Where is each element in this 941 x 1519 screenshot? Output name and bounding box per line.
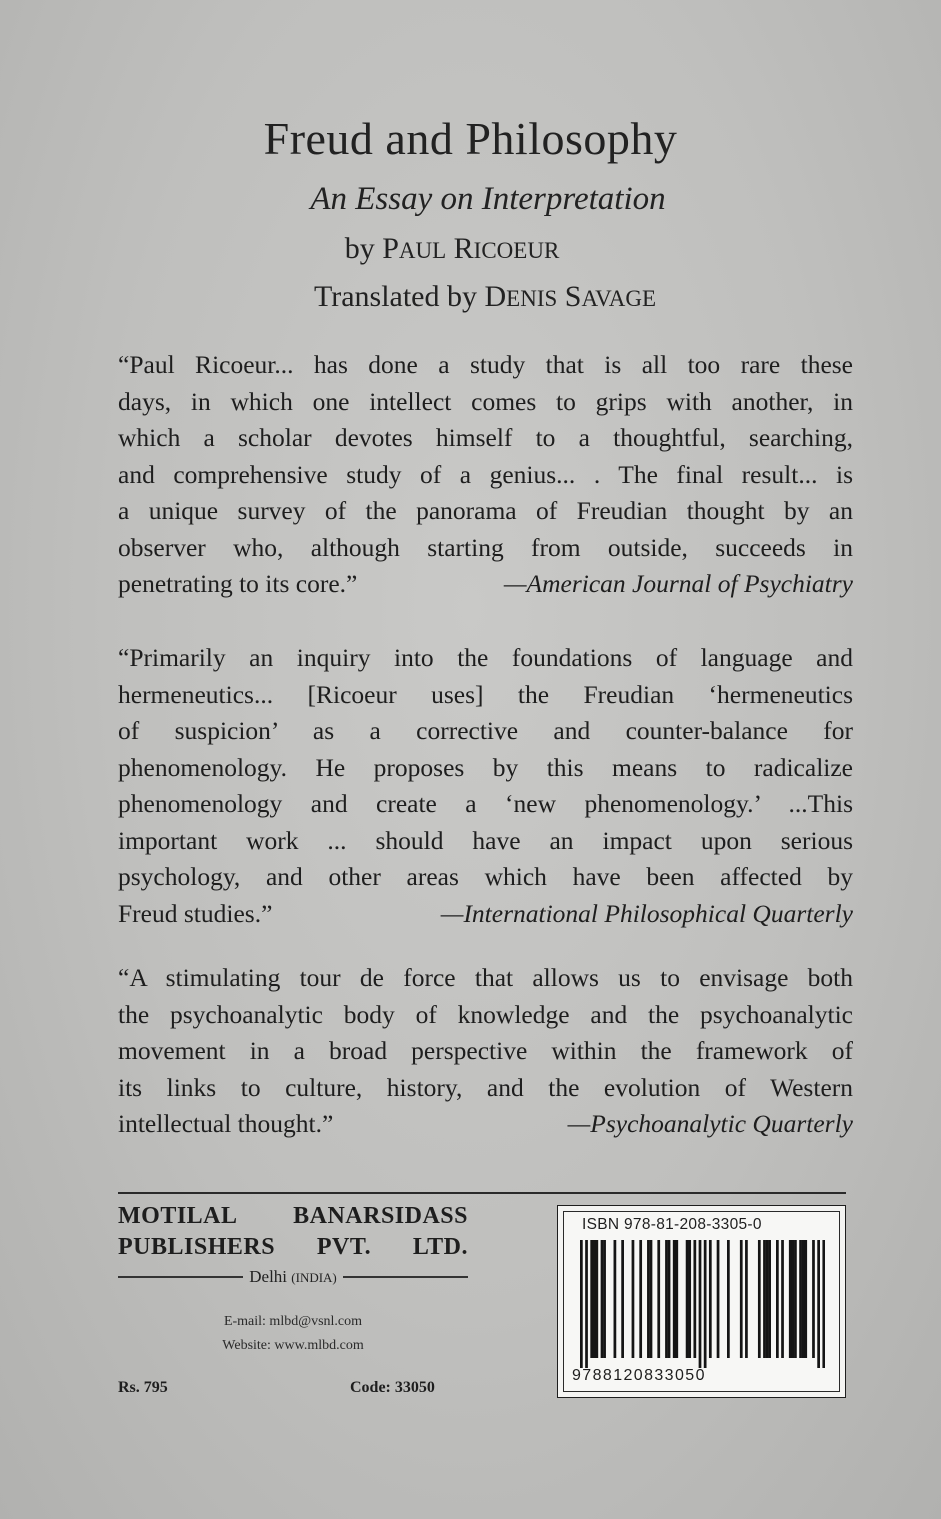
quote-line: and comprehensive study of a genius... . The final result... is bbox=[118, 459, 853, 489]
barcode-bar bbox=[665, 1240, 668, 1358]
publisher-word: PVT. bbox=[316, 1234, 372, 1260]
barcode-bar bbox=[812, 1240, 815, 1358]
quote-line: psychology, and other areas which have been affected by bbox=[118, 862, 853, 891]
barcode-bar bbox=[603, 1240, 606, 1358]
barcode-bar bbox=[740, 1240, 743, 1358]
translated-by-label: Translated by bbox=[313, 280, 477, 313]
author-byline bbox=[0, 232, 904, 266]
barcode-bar bbox=[804, 1240, 807, 1358]
quote-line-text: Freud studies.” bbox=[118, 898, 273, 928]
quote-line: its links to culture, history, and the evolution of Western bbox=[118, 1072, 853, 1102]
barcode-bar bbox=[709, 1240, 712, 1358]
by-word: by bbox=[344, 232, 375, 265]
quote-last-line bbox=[118, 1106, 853, 1143]
city-label: Delhi (INDIA) bbox=[249, 1267, 337, 1286]
barcode-bar bbox=[650, 1240, 653, 1358]
barcode-bar bbox=[781, 1240, 784, 1358]
publisher-name-line-2 bbox=[118, 1234, 468, 1261]
quote-last-line bbox=[118, 566, 853, 603]
quote-line: observer who, although starting from outside, succeeds in bbox=[118, 532, 853, 562]
barcode-inner-frame bbox=[563, 1211, 840, 1392]
city-dash-right bbox=[343, 1276, 468, 1278]
barcode-bar bbox=[647, 1240, 650, 1358]
publisher-word: BANARSIDASS bbox=[293, 1203, 468, 1229]
publisher-name-line-1 bbox=[118, 1203, 468, 1230]
translator-byline bbox=[0, 280, 941, 314]
publisher-website: Website: www.mlbd.com bbox=[222, 1338, 364, 1353]
quote-line: the psychoanalytic body of knowledge and the psychoanalytic bbox=[118, 999, 853, 1029]
barcode-bar bbox=[595, 1240, 598, 1358]
barcode-bar bbox=[585, 1240, 588, 1368]
publisher-word: MOTILAL bbox=[118, 1203, 238, 1229]
publisher-city bbox=[118, 1267, 468, 1287]
quote-line: important work ... should have an impact upon serious bbox=[118, 825, 853, 855]
barcode-bar bbox=[668, 1240, 671, 1358]
barcode-bar bbox=[717, 1240, 720, 1358]
barcode-bar bbox=[791, 1240, 794, 1358]
quote-line-text: penetrating to its core.” bbox=[118, 569, 358, 598]
barcode-bar bbox=[675, 1240, 678, 1358]
quote-source: —Psychoanalytic Quarterly bbox=[567, 1109, 853, 1138]
review-quote-2 bbox=[118, 640, 853, 932]
product-code: Code: 33050 bbox=[350, 1379, 435, 1396]
quote-source: —International Philosophical Quarterly bbox=[440, 898, 853, 928]
isbn-label: ISBN 978-81-208-3305-0 bbox=[582, 1216, 762, 1233]
review-quote-1 bbox=[118, 347, 853, 603]
quote-line: “Paul Ricoeur... has done a study that is all too rare these bbox=[118, 350, 853, 379]
price-label: Rs. 795 bbox=[118, 1379, 168, 1396]
barcode-bar bbox=[802, 1240, 805, 1358]
quote-line: movement in a broad perspective within the framework of bbox=[118, 1036, 853, 1065]
barcode-bar bbox=[593, 1240, 596, 1358]
barcode-bar bbox=[693, 1240, 696, 1358]
quote-line: days, in which one intellect comes to grips with another, in bbox=[118, 386, 853, 416]
barcode-bar bbox=[817, 1240, 820, 1368]
barcode-bar bbox=[758, 1240, 761, 1358]
barcode-bar bbox=[639, 1240, 642, 1358]
barcode-bar bbox=[768, 1240, 771, 1358]
translator-name: DENIS SAVAGE bbox=[484, 280, 657, 313]
quote-line: “Primarily an inquiry into the foundations of language and bbox=[118, 643, 853, 672]
city-dash-left bbox=[118, 1276, 243, 1278]
quote-line: phenomenology and create a ‘new phenomenology.’ ...This bbox=[118, 789, 853, 818]
barcode-bar bbox=[601, 1240, 604, 1358]
barcode-bar bbox=[766, 1240, 769, 1358]
barcode-bar bbox=[789, 1240, 792, 1358]
quote-source: —American Journal of Psychiatry bbox=[503, 569, 853, 598]
barcode-bar bbox=[763, 1240, 766, 1358]
barcode-bar bbox=[614, 1240, 617, 1358]
barcode-bar bbox=[699, 1240, 702, 1368]
barcode-bar bbox=[794, 1240, 797, 1358]
barcode-bar bbox=[688, 1240, 691, 1358]
review-quote-3 bbox=[118, 960, 853, 1143]
divider-rule bbox=[118, 1192, 846, 1194]
quote-line: phenomenology. He proposes by this means to radicalize bbox=[118, 752, 853, 782]
barcode-bar bbox=[799, 1240, 802, 1358]
publisher-word: LTD. bbox=[412, 1234, 468, 1260]
barcode-bar bbox=[822, 1240, 825, 1368]
barcode-bar bbox=[621, 1240, 624, 1358]
barcode-bars bbox=[580, 1240, 825, 1368]
quote-last-line bbox=[118, 896, 853, 933]
book-subtitle: An Essay on Interpretation bbox=[310, 181, 666, 217]
barcode-bar bbox=[632, 1240, 635, 1358]
quote-line: hermeneutics... [Ricoeur uses] the Freudian ‘hermeneutics bbox=[118, 679, 853, 709]
barcode-bar bbox=[686, 1240, 689, 1358]
book-title: Freud and Philosophy bbox=[263, 113, 678, 164]
quote-line: of suspicion’ as a corrective and counter-balance for bbox=[118, 716, 853, 745]
publisher-email: E-mail: mlbd@vsnl.com bbox=[223, 1314, 363, 1329]
publisher-word: PUBLISHERS bbox=[118, 1234, 276, 1260]
barcode-bar bbox=[727, 1240, 730, 1358]
barcode-bar bbox=[704, 1240, 707, 1368]
barcode-bar bbox=[776, 1240, 779, 1358]
barcode-bar bbox=[745, 1240, 748, 1358]
barcode-bar bbox=[673, 1240, 676, 1358]
quote-line: a unique survey of the panorama of Freudian thought by an bbox=[118, 496, 853, 525]
barcode-bar bbox=[580, 1240, 583, 1368]
quote-line: “A stimulating tour de force that allows us to envisage both bbox=[118, 963, 853, 992]
barcode-bar bbox=[590, 1240, 593, 1358]
author-name: PAUL RICOEUR bbox=[382, 232, 560, 265]
isbn-barcode-box bbox=[557, 1205, 846, 1398]
ean-digits: 9788120833050 bbox=[572, 1367, 706, 1384]
quote-line: which a scholar devotes himself to a thoughtful, searching, bbox=[118, 423, 853, 452]
barcode-bar bbox=[657, 1240, 660, 1358]
quote-line-text: intellectual thought.” bbox=[118, 1109, 334, 1138]
